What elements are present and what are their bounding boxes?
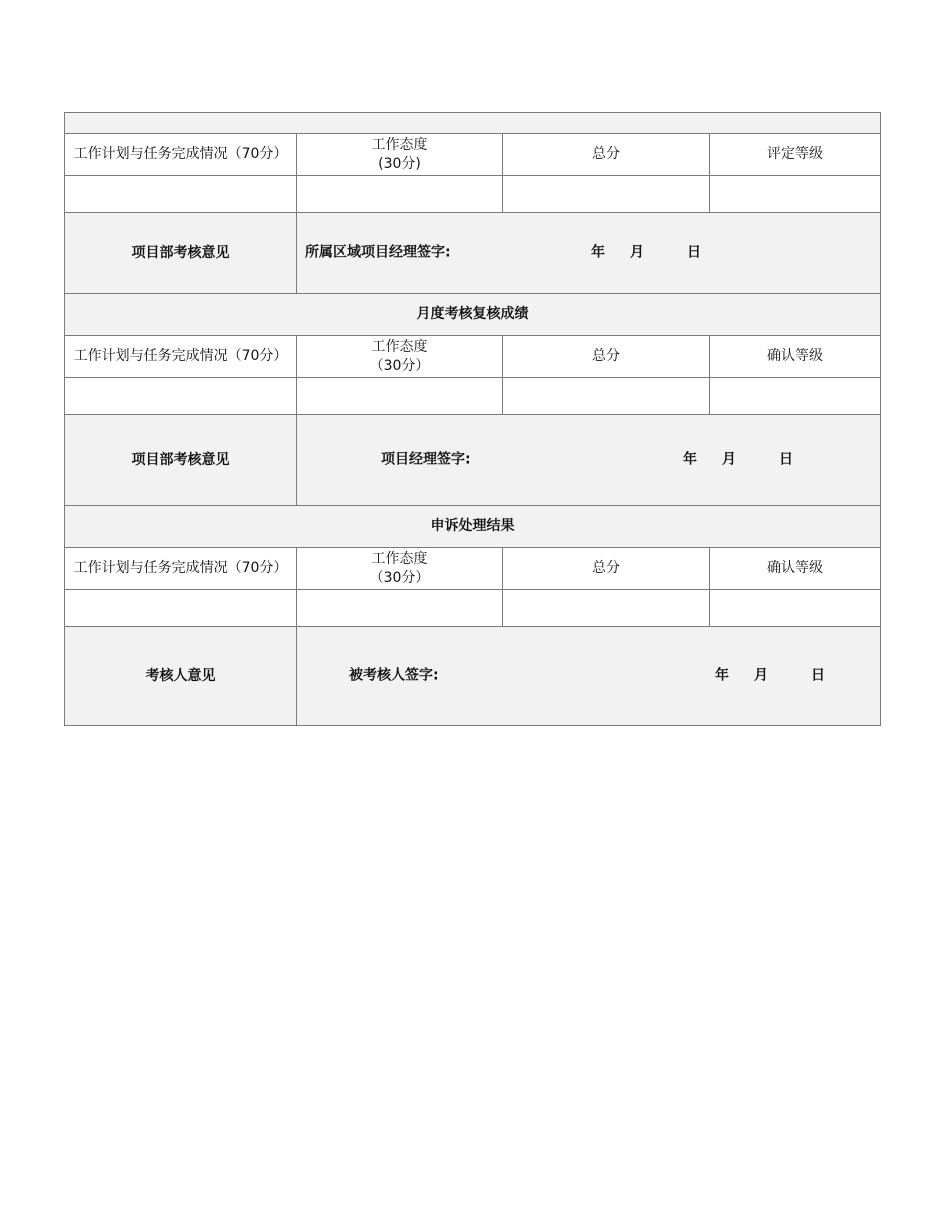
confirm-grade-header: 确认等级 <box>710 548 881 590</box>
plan-score-cell[interactable] <box>65 176 297 213</box>
day-label-1: 日 <box>687 244 701 261</box>
month-label-1: 月 <box>630 244 644 261</box>
score-input-row-3 <box>65 590 881 627</box>
rating-grade-cell[interactable] <box>710 176 881 213</box>
section-title-row-2 <box>65 294 881 336</box>
attitude-header-line1: 工作态度 <box>371 136 428 153</box>
score-header-row-1 <box>65 134 881 176</box>
review-label-1: 项目部考核意见 <box>65 213 297 294</box>
month-label-2: 月 <box>722 451 736 468</box>
attitude-score-cell[interactable] <box>297 176 503 213</box>
signature-label-1: 所属区域项目经理签字: <box>305 244 451 261</box>
attitude-header <box>297 336 503 378</box>
attitude-header-line2: （30分） <box>369 357 430 374</box>
total-header: 总分 <box>503 336 710 378</box>
review-row-3 <box>65 627 881 726</box>
top-empty-cell <box>65 113 881 134</box>
attitude-score-cell[interactable] <box>297 590 503 627</box>
form-top-row <box>65 113 881 134</box>
attitude-header <box>297 134 503 176</box>
total-header: 总分 <box>503 134 710 176</box>
signature-cell-1[interactable] <box>297 213 881 294</box>
section-title-row-3 <box>65 506 881 548</box>
year-label-2: 年 <box>683 451 697 468</box>
day-label-2: 日 <box>779 451 793 468</box>
review-row-2 <box>65 415 881 506</box>
attitude-header-line2: (30分) <box>378 155 421 172</box>
assessment-form-table <box>64 112 881 726</box>
review-label-3: 考核人意见 <box>65 627 297 726</box>
attitude-header <box>297 548 503 590</box>
total-header: 总分 <box>503 548 710 590</box>
attitude-header-line1: 工作态度 <box>371 338 428 355</box>
score-input-row-1 <box>65 176 881 213</box>
plan-score-cell[interactable] <box>65 378 297 415</box>
attitude-score-cell[interactable] <box>297 378 503 415</box>
score-input-row-2 <box>65 378 881 415</box>
section-title-3: 申诉处理结果 <box>65 506 881 548</box>
signature-label-2: 项目经理签字: <box>381 451 471 468</box>
confirm-grade-header: 确认等级 <box>710 336 881 378</box>
score-header-row-2 <box>65 336 881 378</box>
month-label-3: 月 <box>754 667 768 684</box>
review-row-1 <box>65 213 881 294</box>
rating-grade-header: 评定等级 <box>710 134 881 176</box>
attitude-header-line2: （30分） <box>369 569 430 586</box>
plan-header: 工作计划与任务完成情况（70分） <box>65 134 297 176</box>
plan-score-cell[interactable] <box>65 590 297 627</box>
confirm-grade-cell[interactable] <box>710 590 881 627</box>
day-label-3: 日 <box>811 667 825 684</box>
year-label-3: 年 <box>715 667 729 684</box>
signature-cell-2[interactable] <box>297 415 881 506</box>
year-label-1: 年 <box>591 244 605 261</box>
total-score-cell[interactable] <box>503 176 710 213</box>
total-score-cell[interactable] <box>503 378 710 415</box>
plan-header: 工作计划与任务完成情况（70分） <box>65 336 297 378</box>
section-title-2: 月度考核复核成绩 <box>65 294 881 336</box>
review-label-2: 项目部考核意见 <box>65 415 297 506</box>
confirm-grade-cell[interactable] <box>710 378 881 415</box>
total-score-cell[interactable] <box>503 590 710 627</box>
score-header-row-3 <box>65 548 881 590</box>
attitude-header-line1: 工作态度 <box>371 550 428 567</box>
plan-header: 工作计划与任务完成情况（70分） <box>65 548 297 590</box>
signature-label-3: 被考核人签字: <box>349 667 439 684</box>
signature-cell-3[interactable] <box>297 627 881 726</box>
